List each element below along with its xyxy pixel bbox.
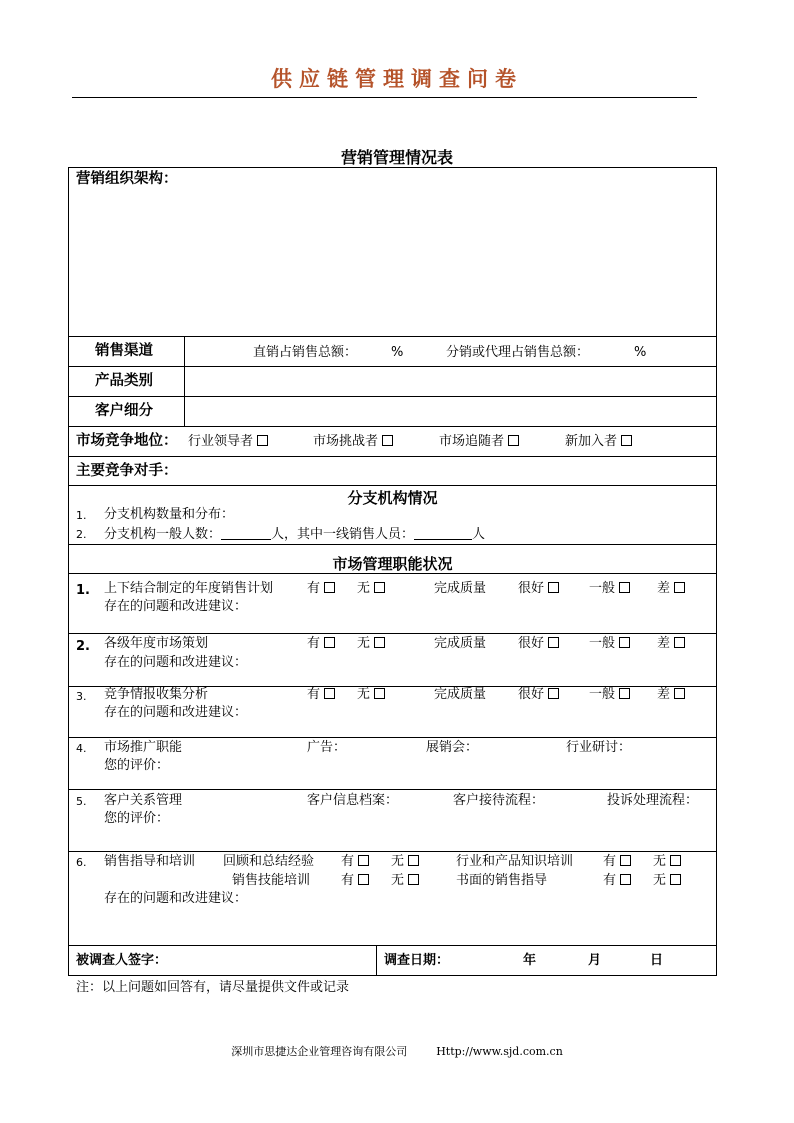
checkbox[interactable] (620, 874, 631, 885)
row-divider (68, 789, 717, 790)
checkbox[interactable] (670, 855, 681, 866)
reception-process-label: 客户接待流程： (453, 793, 545, 808)
promotion-label: 市场推广职能 (104, 740, 183, 755)
checkbox[interactable] (619, 582, 630, 593)
agent-sales-input[interactable] (598, 342, 630, 360)
sales-skills-label: 销售技能培训 (232, 873, 311, 888)
row-divider (68, 426, 717, 427)
market-position-option: 新加入者 (565, 434, 618, 449)
market-position-option: 市场追随者 (439, 434, 505, 449)
checkbox[interactable] (670, 874, 681, 885)
row-divider (68, 336, 717, 337)
frontline-count-input[interactable] (414, 526, 472, 540)
market-position-option: 行业领导者 (188, 434, 254, 449)
row-divider (68, 544, 717, 545)
org-structure-field[interactable] (70, 190, 714, 334)
person-unit: 人 (472, 527, 486, 542)
customer-segment-label: 客户细分 (95, 403, 153, 419)
yes-label: 有 (307, 636, 321, 651)
no-label: 无 (357, 581, 371, 596)
checkbox[interactable] (674, 688, 685, 699)
checkbox[interactable] (257, 435, 268, 446)
no-label: 无 (653, 873, 667, 888)
yes-label: 有 (603, 873, 617, 888)
advertising-label: 广告： (307, 740, 347, 755)
normal-label: 一般 (589, 636, 616, 651)
item-number: 4. (76, 742, 87, 755)
annual-plan-label: 上下结合制定的年度销售计划 (104, 581, 274, 596)
product-category-label: 产品类别 (95, 373, 153, 389)
row-divider (68, 485, 717, 486)
sales-training-label: 销售指导和培训 (104, 854, 196, 869)
your-eval-label: 您的评价： (104, 811, 170, 826)
direct-sales-label: 直销占销售总额： (253, 345, 358, 360)
product-category-field[interactable] (186, 368, 714, 394)
checkbox[interactable] (674, 582, 685, 593)
column-divider (184, 336, 185, 426)
agent-sales-unit: % (634, 345, 647, 360)
item-number: 1. (76, 583, 90, 598)
competitors-label: 主要竞争对手： (76, 463, 178, 479)
yes-label: 有 (307, 581, 321, 596)
org-structure-label: 营销组织架构： (76, 171, 178, 187)
no-label: 无 (391, 854, 405, 869)
no-label: 无 (357, 687, 371, 702)
staff-count-input[interactable] (221, 526, 271, 540)
written-guidance-label: 书面的销售指导 (456, 873, 548, 888)
branch-staff-label: 分支机构一般人数： (104, 527, 222, 542)
checkbox[interactable] (374, 582, 385, 593)
month-label: 月 (588, 953, 602, 968)
checkbox[interactable] (358, 874, 369, 885)
quality-label: 完成质量 (434, 581, 487, 596)
survey-date-label: 调查日期： (384, 953, 450, 968)
issues-label: 存在的问题和改进建议： (104, 705, 248, 720)
year-label: 年 (523, 953, 537, 968)
checkbox[interactable] (374, 637, 385, 648)
yes-label: 有 (341, 873, 355, 888)
quality-label: 完成质量 (434, 636, 487, 651)
row-divider (68, 945, 717, 946)
normal-label: 一般 (589, 687, 616, 702)
document-title: 供应链管理调查问卷 (271, 67, 523, 91)
footnote: 注：以上问题如回答有，请尽量提供文件或记录 (76, 980, 350, 995)
customer-records-label: 客户信息档案： (307, 793, 399, 808)
row-divider (68, 366, 717, 367)
checkbox[interactable] (619, 637, 630, 648)
review-experience-label: 回顾和总结经验 (223, 854, 315, 869)
crm-label: 客户关系管理 (104, 793, 183, 808)
checkbox[interactable] (374, 688, 385, 699)
good-label: 很好 (518, 581, 545, 596)
signature-field[interactable] (180, 948, 372, 974)
no-label: 无 (391, 873, 405, 888)
checkbox[interactable] (324, 582, 335, 593)
yes-label: 有 (307, 687, 321, 702)
checkbox[interactable] (619, 688, 630, 699)
checkbox[interactable] (508, 435, 519, 446)
day-label: 日 (650, 953, 664, 968)
checkbox[interactable] (548, 582, 559, 593)
issues-label: 存在的问题和改进建议： (104, 655, 248, 670)
checkbox[interactable] (408, 855, 419, 866)
checkbox[interactable] (621, 435, 632, 446)
branch-count-label: 分支机构数量和分布： (104, 507, 235, 522)
column-divider (376, 945, 377, 976)
item-number: 5. (76, 795, 87, 808)
item-number: 2. (76, 639, 90, 654)
respondent-signature-label: 被调查人签字： (76, 953, 168, 968)
yes-label: 有 (341, 854, 355, 869)
competitors-field[interactable] (186, 459, 714, 483)
item-number: 1. (76, 509, 87, 522)
poor-label: 差 (657, 636, 671, 651)
yes-label: 有 (603, 854, 617, 869)
item-number: 6. (76, 856, 87, 869)
market-planning-label: 各级年度市场策划 (104, 636, 209, 651)
page-footer (0, 1043, 794, 1059)
market-mgmt-section-title: 市场管理职能状况 (332, 555, 453, 573)
normal-label: 一般 (589, 581, 616, 596)
checkbox[interactable] (408, 874, 419, 885)
item-number: 2. (76, 528, 87, 541)
seminar-label: 行业研讨： (566, 740, 632, 755)
issues-label: 存在的问题和改进建议： (104, 891, 248, 906)
poor-label: 差 (657, 581, 671, 596)
row-divider (68, 456, 717, 457)
checkbox[interactable] (548, 688, 559, 699)
market-position-label: 市场竞争地位： (76, 433, 178, 449)
product-knowledge-label: 行业和产品知识培训 (456, 854, 574, 869)
checkbox[interactable] (674, 637, 685, 648)
checkbox[interactable] (382, 435, 393, 446)
item-number: 3. (76, 690, 87, 703)
row-divider (68, 396, 717, 397)
market-position-option: 市场挑战者 (313, 434, 379, 449)
row-divider (68, 851, 717, 852)
direct-sales-input[interactable] (360, 342, 388, 360)
checkbox[interactable] (324, 688, 335, 699)
no-label: 无 (357, 636, 371, 651)
complaint-process-label: 投诉处理流程： (607, 793, 699, 808)
agent-sales-label: 分销或代理占销售总额： (446, 345, 590, 360)
row-divider (68, 737, 717, 738)
branch-section-title: 分支机构情况 (347, 489, 438, 507)
no-label: 无 (653, 854, 667, 869)
customer-segment-field[interactable] (186, 398, 714, 424)
table-title: 营销管理情况表 (340, 148, 453, 167)
checkbox[interactable] (324, 637, 335, 648)
sales-channel-label: 销售渠道 (95, 343, 153, 359)
exhibition-label: 展销会： (426, 740, 479, 755)
quality-label: 完成质量 (434, 687, 487, 702)
poor-label: 差 (657, 687, 671, 702)
issues-label: 存在的问题和改进建议： (104, 599, 248, 614)
title-divider (72, 97, 697, 98)
frontline-label: 人，其中一线销售人员： (271, 527, 415, 542)
direct-sales-unit: % (391, 345, 404, 360)
checkbox[interactable] (548, 637, 559, 648)
row-divider (68, 633, 717, 634)
checkbox[interactable] (358, 855, 369, 866)
checkbox[interactable] (620, 855, 631, 866)
your-eval-label: 您的评价： (104, 758, 170, 773)
website-link[interactable]: Http://www.sjd.com.cn (436, 1045, 563, 1058)
company-name: 深圳市思捷达企业管理咨询有限公司 (231, 1045, 408, 1058)
good-label: 很好 (518, 636, 545, 651)
good-label: 很好 (518, 687, 545, 702)
competitive-intel-label: 竞争情报收集分析 (104, 687, 209, 702)
